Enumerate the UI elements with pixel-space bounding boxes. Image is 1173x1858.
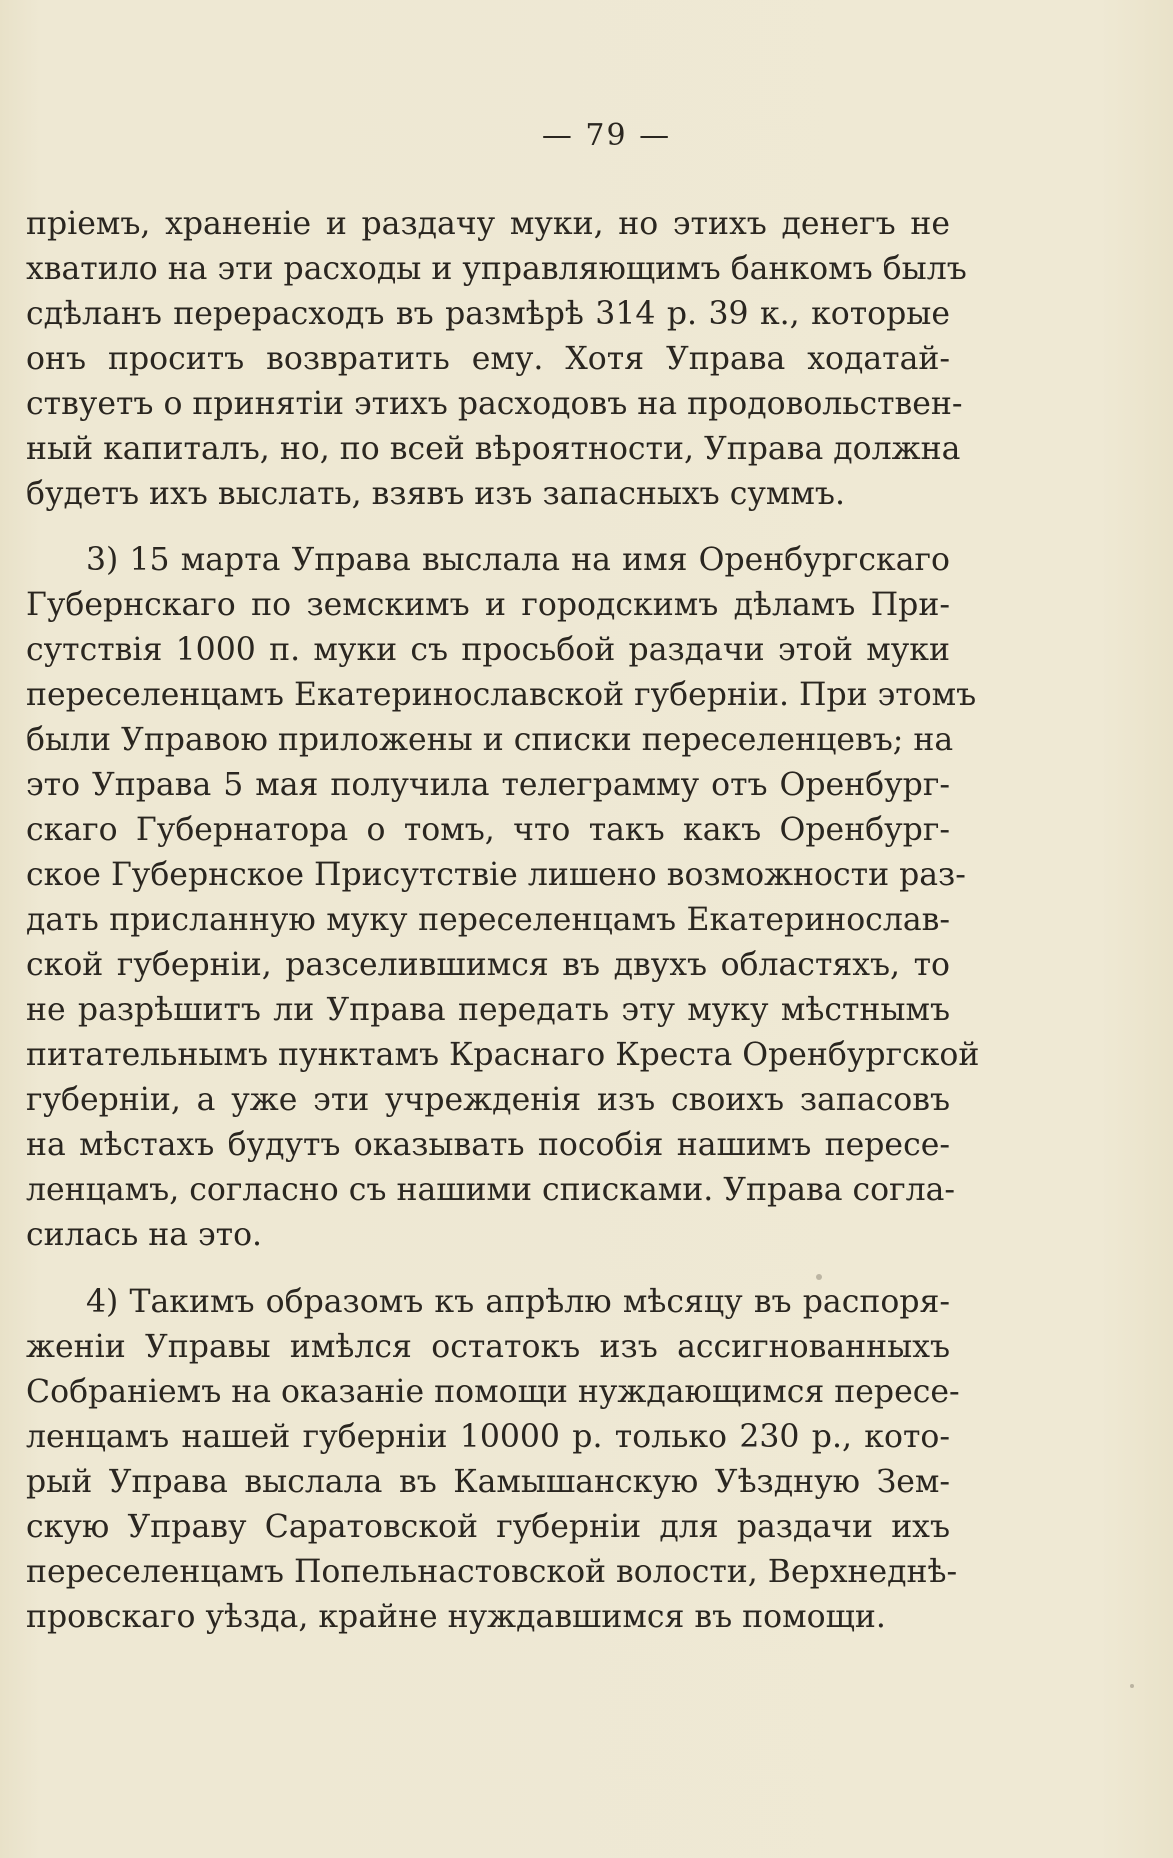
text-line: ленцамъ, согласно съ нашими списками. Управа согла-: [26, 1172, 956, 1208]
text-line: это Управа 5 мая получила телеграмму отъ Оренбург-: [26, 767, 950, 803]
text-line: на мѣстахъ будутъ оказывать пособія нашимъ пересе-: [26, 1127, 950, 1163]
text-line: хватило на эти расходы и управляющимъ банкомъ былъ: [26, 251, 967, 287]
text-line: будетъ ихъ выслать, взявъ изъ запасныхъ суммъ.: [26, 476, 845, 512]
paper-speck: [816, 1274, 822, 1280]
text-line: рый Управа выслала въ Камышанскую Уѣздную Зем-: [26, 1464, 950, 1500]
text-line: 4) Такимъ образомъ къ апрѣлю мѣсяцу въ распоря-: [86, 1284, 950, 1320]
text-line: ское Губернское Присутствіе лишено возможности раз-: [26, 857, 966, 893]
text-line: ствуетъ о принятіи этихъ расходовъ на продовольствен-: [26, 386, 963, 422]
text-line: скаго Губернатора о томъ, что такъ какъ Оренбург-: [26, 812, 950, 848]
text-line: пріемъ, храненіе и раздачу муки, но этихъ денегъ не: [26, 206, 950, 242]
paper-speck: [1130, 1684, 1134, 1688]
text-line: губерніи, а уже эти учрежденія изъ своихъ запасовъ: [26, 1082, 950, 1118]
text-line: 3) 15 марта Управа выслала на имя Оренбургскаго: [86, 542, 950, 578]
text-line: Собраніемъ на оказаніе помощи нуждающимся пересе-: [26, 1374, 960, 1410]
page-number: — 79 —: [541, 118, 672, 153]
text-line: были Управою приложены и списки переселенцевъ; на: [26, 722, 954, 758]
text-line: Губернскаго по земскимъ и городскимъ дѣламъ При-: [26, 587, 950, 623]
paragraph-1: [26, 202, 967, 517]
paragraph-3: [26, 1280, 960, 1640]
text-line: дать присланную муку переселенцамъ Екатеринослав-: [26, 902, 950, 938]
text-line: силась на это.: [26, 1217, 263, 1253]
text-line: переселенцамъ Екатеринославской губерніи. При этомъ: [26, 677, 977, 713]
text-line: питательнымъ пунктамъ Краснаго Креста Оренбургской: [26, 1037, 980, 1073]
text-line: ный капиталъ, но, по всей вѣроятности, Управа должна: [26, 431, 961, 467]
text-line: сдѣланъ перерасходъ въ размѣрѣ 314 р. 39 к., которые: [26, 296, 950, 332]
text-line: сутствія 1000 п. муки съ просьбой раздачи этой муки: [26, 632, 950, 668]
text-line: женіи Управы имѣлся остатокъ изъ ассигнованныхъ: [26, 1329, 950, 1365]
text-line: не разрѣшитъ ли Управа передать эту муку мѣстнымъ: [26, 992, 950, 1028]
text-line: скую Управу Саратовской губерніи для раздачи ихъ: [26, 1509, 950, 1545]
paragraph-2: [26, 538, 980, 1258]
text-line: онъ проситъ возвратить ему. Хотя Управа ходатай-: [26, 341, 950, 377]
text-line: ленцамъ нашей губерніи 10000 р. только 230 р., кото-: [26, 1419, 950, 1455]
text-line: переселенцамъ Попельнастовской волости, Верхнеднѣ-: [26, 1554, 958, 1590]
text-line: провскаго уѣзда, крайне нуждавшимся въ помощи.: [26, 1599, 886, 1635]
text-line: ской губерніи, разселившимся въ двухъ областяхъ, то: [26, 947, 950, 983]
